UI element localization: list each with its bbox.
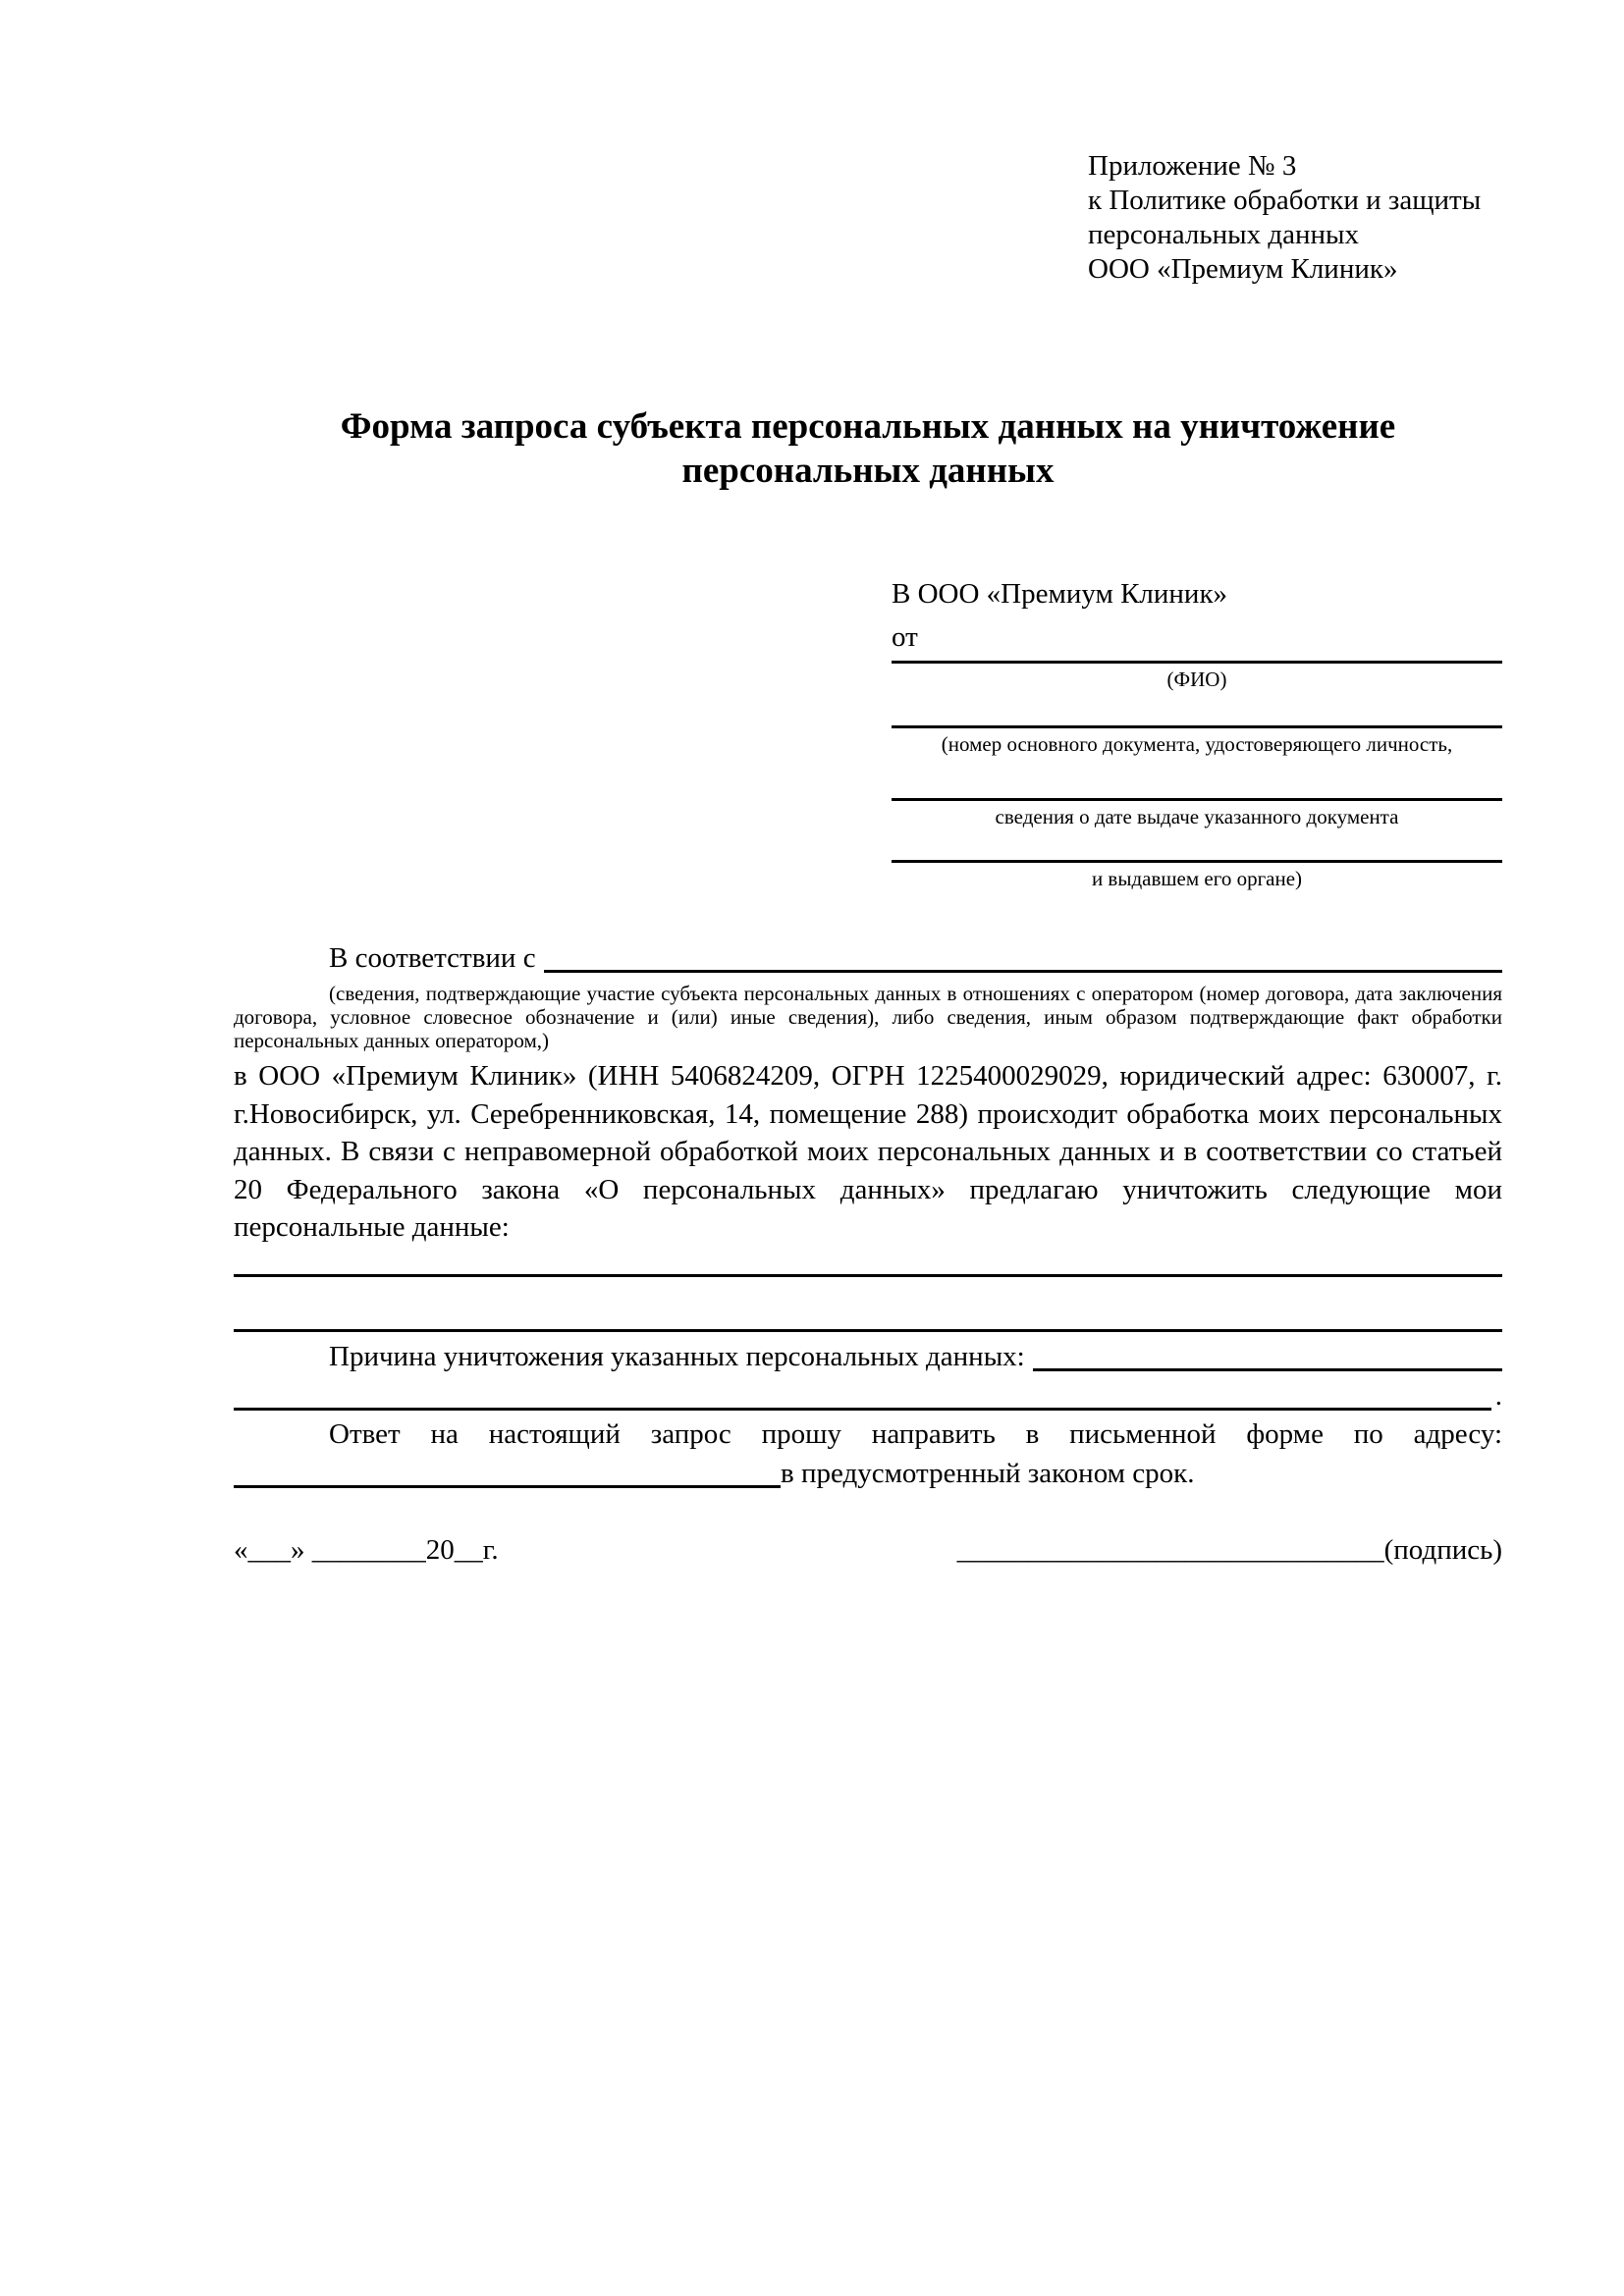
fill-line <box>892 798 1502 801</box>
accordance-note: (сведения, подтверждающие участие субъекта персональных данных в отношениях с оператором (номер договора, дата заключения договора, условное словесное обозначение и (или) иные сведения), либо сведения, иным образом подтверждающие факт обработки персональных данных оператором,) <box>234 982 1502 1052</box>
issue-date-field <box>892 798 1502 829</box>
reason-label: Причина уничтожения указанных персональных данных: <box>329 1341 1025 1372</box>
reason-continuation-row <box>234 1376 1502 1415</box>
reason-row <box>234 1337 1502 1376</box>
signature-area <box>957 1529 1502 1571</box>
fio-field <box>892 661 1502 692</box>
main-paragraph: в ООО «Премиум Клиник» (ИНН 5406824209, ОГРН 1225400029029, юридический адрес: 630007, г. г.Новосибирск, ул. Серебренниковская, 14, помещение 288) происходит обработка моих персональных данных. В связи с неправомерной обработкой моих персональных данных и в соответствии со статьей 20 Федерального закона «О персональных данных» предлагаю уничтожить следующие мои персональные данные: <box>234 1060 1502 1243</box>
appendix-reference-block <box>1088 149 1481 287</box>
fill-line <box>892 725 1502 728</box>
accordance-lead-text: В соответствии с <box>329 942 536 974</box>
addressee-from-label: от <box>892 621 918 653</box>
response-tail-text: в предусмотренный законом срок. <box>781 1458 1195 1489</box>
fill-line <box>892 860 1502 863</box>
response-request-line: Ответ на настоящий запрос прошу направить в письменной форме по адресу: <box>329 1418 1502 1450</box>
accordance-row <box>234 938 1502 978</box>
addressee-to: В ООО «Премиум Клиник» <box>892 578 1228 610</box>
signature-blank-text: ______________________________ <box>956 1534 1384 1566</box>
issuing-authority-caption: и выдавшем его органе) <box>1091 867 1303 890</box>
appendix-reference-line: Приложение № 3 <box>1088 150 1297 182</box>
fill-line <box>234 1274 1502 1277</box>
fill-line <box>234 1376 1491 1411</box>
appendix-reference-line: персональных данных <box>1088 219 1360 250</box>
addressee-block <box>892 572 1502 891</box>
issue-date-caption: сведения о дате выдаче указанного документа <box>995 805 1399 828</box>
id-document-caption: (номер основного документа, удостоверяющего личность, <box>941 732 1453 756</box>
fill-line <box>234 1454 781 1488</box>
response-address-row <box>234 1454 1502 1493</box>
fill-line <box>1033 1337 1502 1371</box>
signature-caption: (подпись) <box>1383 1534 1502 1566</box>
fio-caption: (ФИО) <box>1166 667 1227 691</box>
issuing-authority-field <box>892 860 1502 891</box>
footer-row <box>234 1529 1502 1571</box>
appendix-reference-line: ООО «Премиум Клиник» <box>1088 253 1398 285</box>
id-document-field <box>892 725 1502 757</box>
date-line-text: «___» ________20__г. <box>234 1534 499 1566</box>
fill-line <box>544 938 1502 973</box>
fill-line <box>892 661 1502 664</box>
fill-line <box>234 1329 1502 1332</box>
form-title: Форма запроса субъекта персональных данных на уничтожение персональных данных <box>340 406 1396 491</box>
period-text: . <box>1494 1380 1502 1412</box>
appendix-reference-line: к Политике обработки и защиты <box>1088 185 1482 216</box>
